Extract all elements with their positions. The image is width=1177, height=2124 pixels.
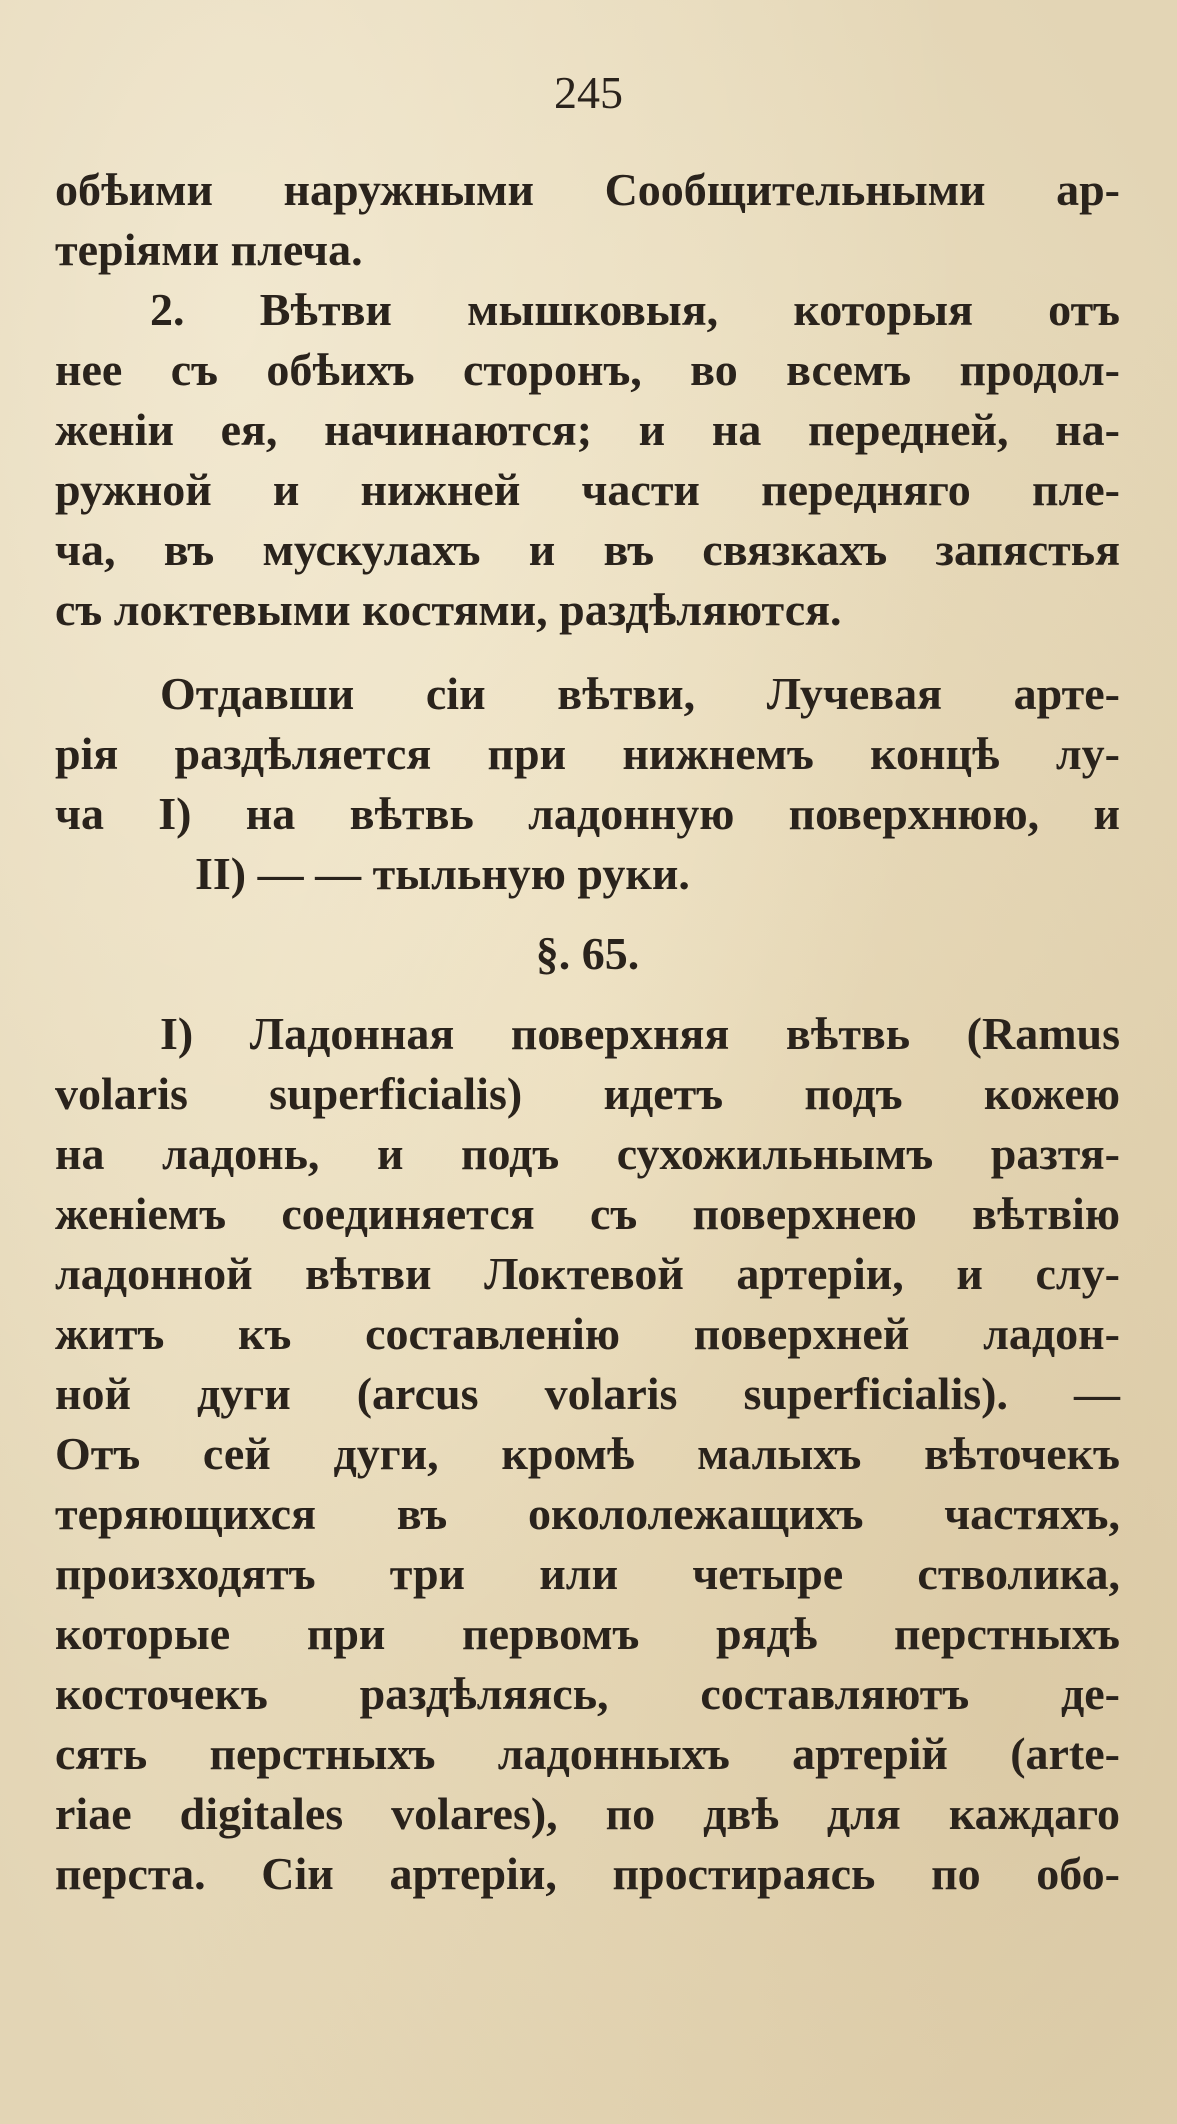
text-line: перста. Сіи артеріи, простираясь по обо- (55, 1848, 1120, 1899)
text-line: съ локтевыми костями, раздѣляются. (55, 584, 842, 635)
text-line: riae digitales volares), по двѣ для каждаго (55, 1788, 1120, 1839)
section-heading: §. 65. (535, 928, 640, 979)
text-line: ладонной вѣтви Локтевой артеріи, и слу- (55, 1248, 1120, 1299)
text-line: женіемъ соединяется съ поверхнею вѣтвію (55, 1188, 1120, 1239)
text-line: которые при первомъ рядѣ перстныхъ (55, 1608, 1120, 1659)
text-line: сять перстныхъ ладонныхъ артерій (arte- (55, 1728, 1120, 1779)
text-line: на ладонь, и подъ сухожильнымъ разтя- (55, 1128, 1120, 1179)
text-line: теріями плеча. (55, 224, 363, 275)
text-line: 2. Вѣтви мышковыя, которыя отъ (150, 284, 1120, 335)
page-text (55, 160, 1120, 1904)
text-line: обѣими наружными Сообщительными ар- (55, 164, 1120, 215)
text-line: рія раздѣляется при нижнемъ концѣ лу- (55, 728, 1120, 779)
text-line: ча, въ мускулахъ и въ связкахъ запястья (55, 524, 1120, 575)
text-line: теряющихся въ окололежащихъ частяхъ, (55, 1488, 1120, 1539)
text-line: II) — — тыльную руки. (195, 848, 690, 899)
text-line: ча I) на вѣтвь ладонную поверхнюю, и (55, 788, 1120, 839)
text-line: ружной и нижней части передняго пле- (55, 464, 1120, 515)
page-number: 245 (554, 67, 623, 118)
text-line: ной дуги (arcus volaris superficialis). — (55, 1368, 1120, 1419)
text-line: нее съ обѣихъ сторонъ, во всемъ продол- (55, 344, 1120, 395)
text-line: volaris superficialis) идетъ подъ кожею (55, 1068, 1120, 1119)
text-line: Отъ сей дуги, кромѣ малыхъ вѣточекъ (55, 1428, 1120, 1479)
text-line: житъ къ составленію поверхней ладон- (55, 1308, 1120, 1359)
text-line: Отдавши сіи вѣтви, Лучевая арте- (160, 668, 1120, 719)
text-line: I) Ладонная поверхняя вѣтвь (Ramus (160, 1008, 1120, 1059)
text-line: косточекъ раздѣляясь, составляютъ де- (55, 1668, 1120, 1719)
text-line: женіи ея, начинаются; и на передней, на- (55, 404, 1120, 455)
text-line: произходятъ три или четыре стволика, (55, 1548, 1120, 1599)
